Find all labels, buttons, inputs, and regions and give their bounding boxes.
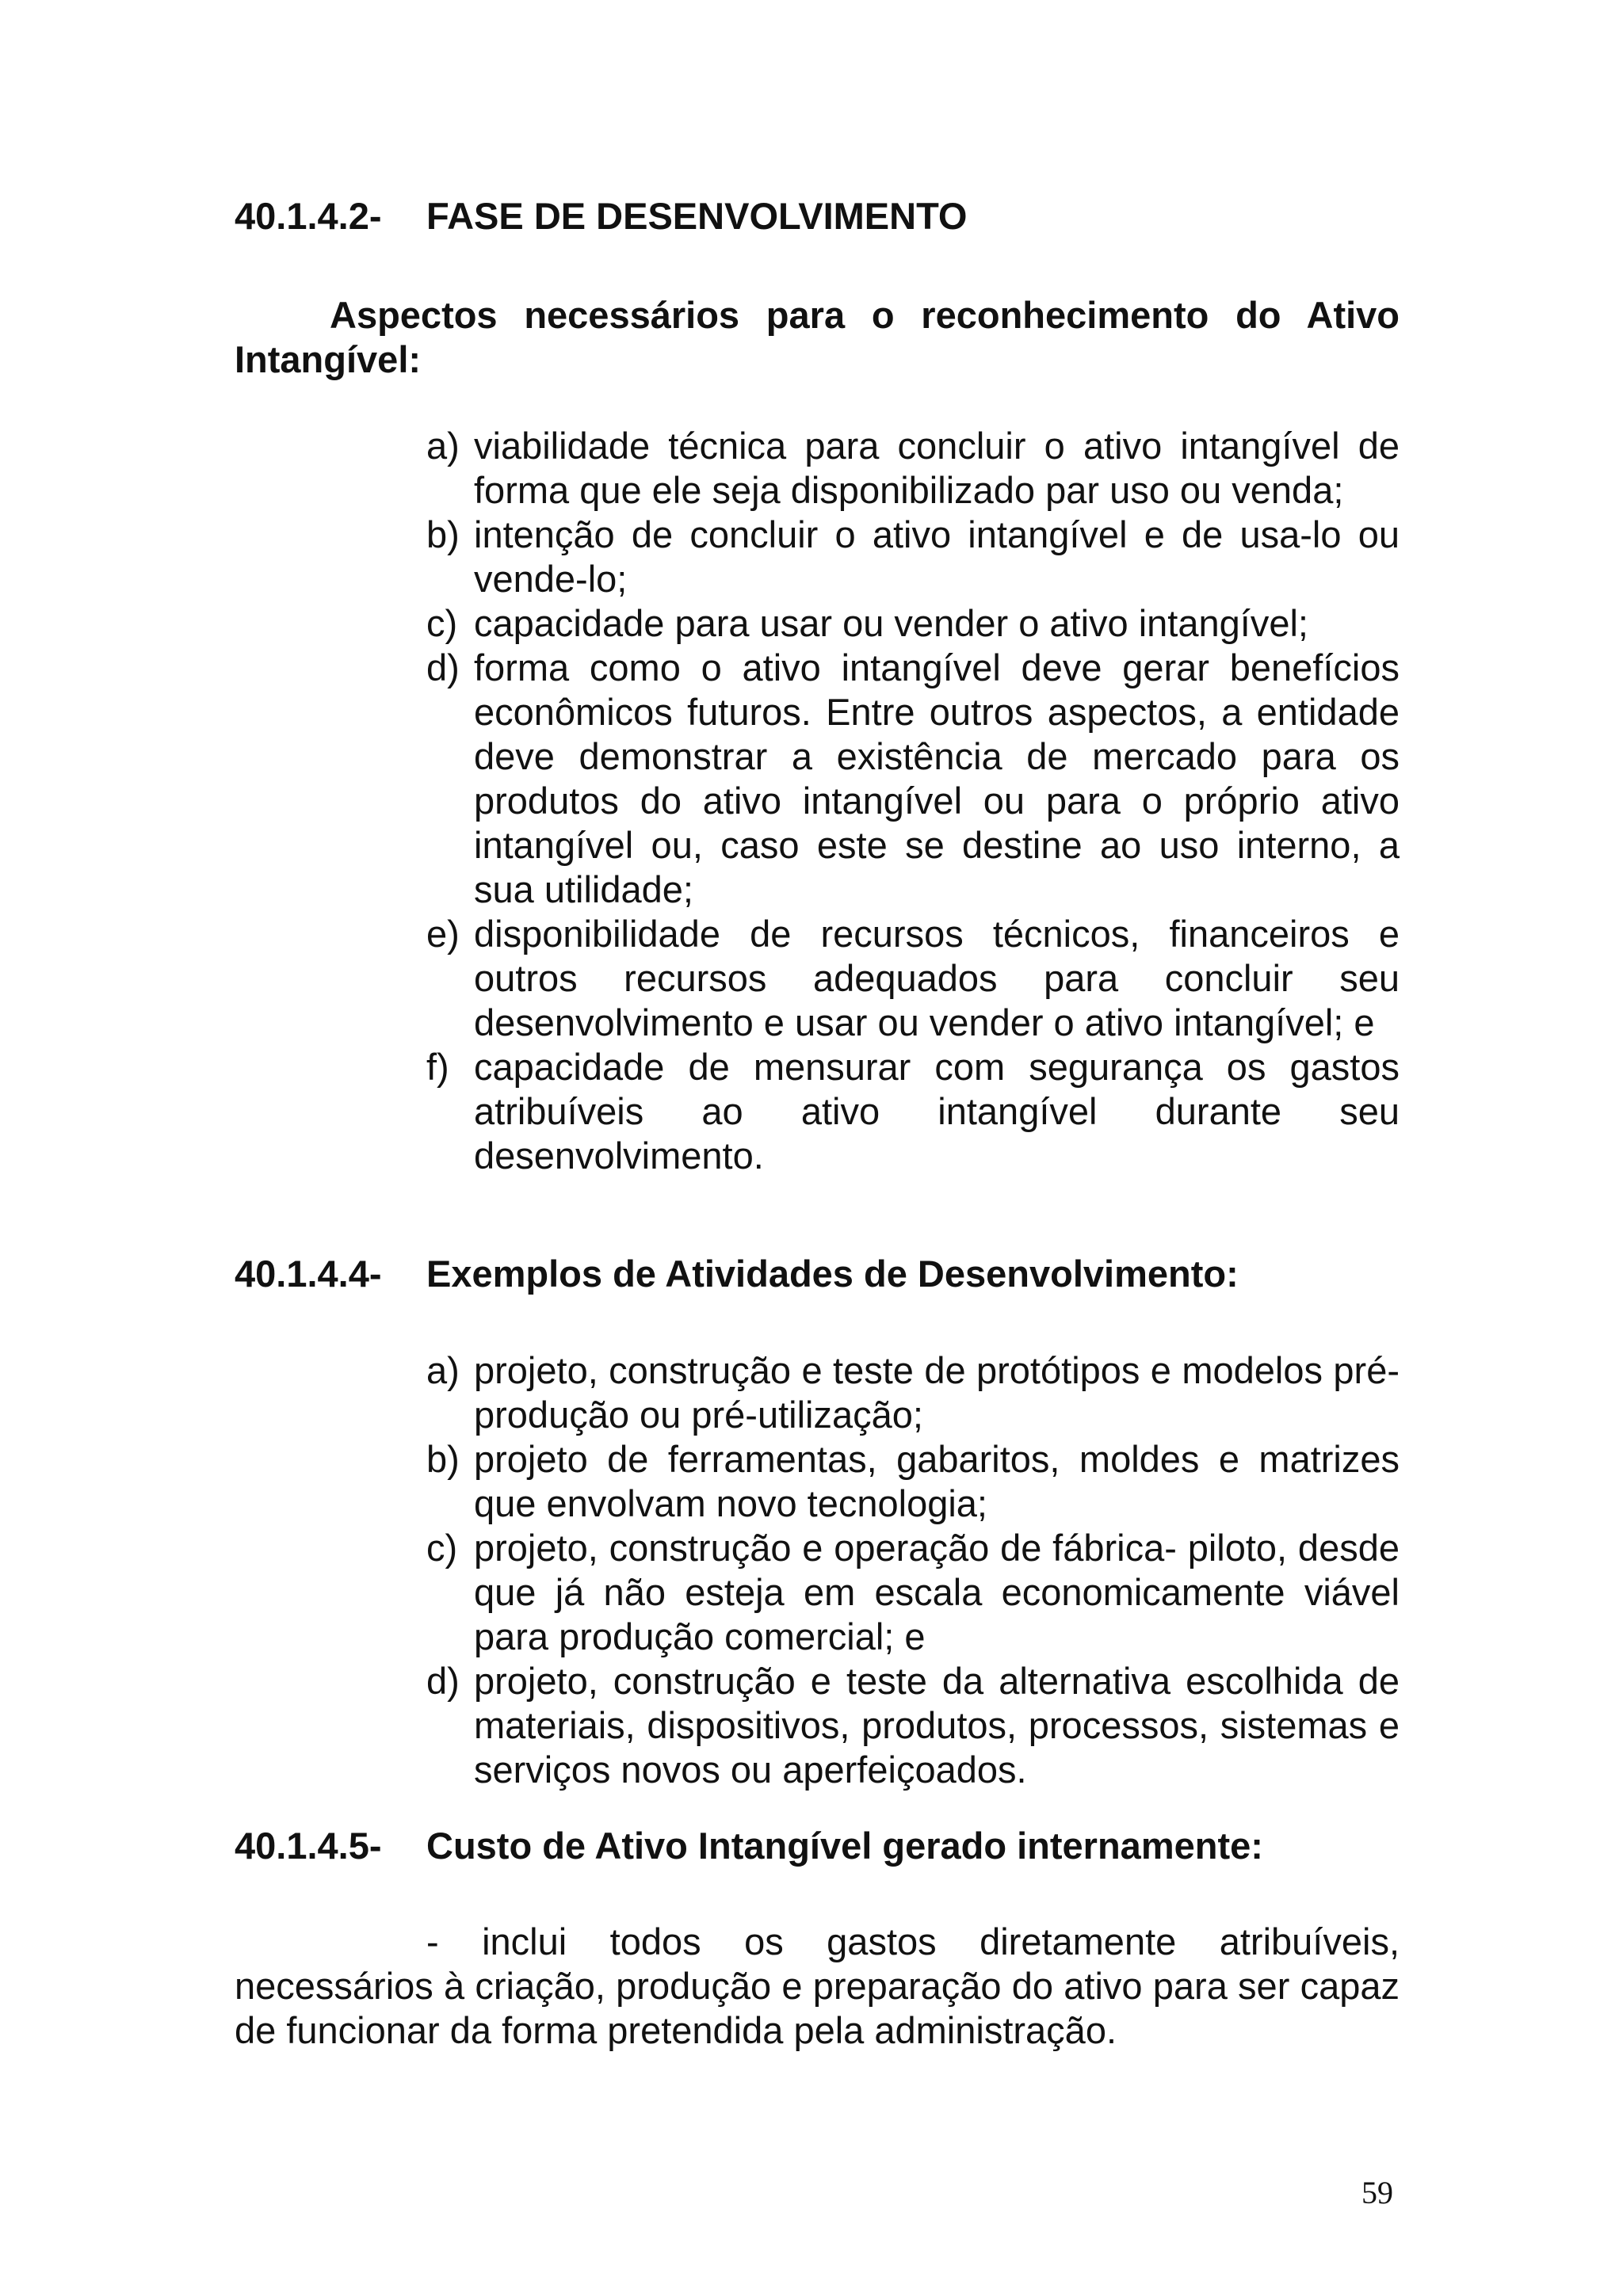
section-heading-40-1-4-2 <box>235 194 968 238</box>
list-item <box>426 1526 1400 1659</box>
list-item <box>426 424 1400 513</box>
list-marker: a) <box>426 1349 460 1391</box>
list-item-text: projeto, construção e teste de protótipos e modelos pré-produção ou pré-utilização; <box>474 1349 1400 1436</box>
section-title: Exemplos de Atividades de Desenvolvimento: <box>426 1253 1239 1295</box>
section-heading-40-1-4-4 <box>235 1252 1239 1296</box>
list-item <box>426 1659 1400 1792</box>
list-marker: a) <box>426 425 460 467</box>
list-item <box>426 1437 1400 1526</box>
list-item <box>426 646 1400 912</box>
section-number: 40.1.4.4- <box>235 1253 382 1295</box>
list-item-text: disponibilidade de recursos técnicos, financeiros e outros recursos adequados para concluir seu desenvolvimento e usar ou vender o ativo intangível; e <box>474 913 1400 1043</box>
development-examples-list <box>426 1348 1400 1792</box>
list-item-text: capacidade para usar ou vender o ativo intangível; <box>474 602 1308 644</box>
list-marker: f) <box>426 1046 449 1088</box>
page-number: 59 <box>1361 2175 1393 2210</box>
document-page <box>235 0 1400 2296</box>
list-item <box>426 1348 1400 1437</box>
list-item <box>426 1045 1400 1178</box>
section-title: Custo de Ativo Intangível gerado internamente: <box>426 1825 1263 1867</box>
section-number: 40.1.4.5- <box>235 1825 382 1867</box>
list-item <box>426 912 1400 1045</box>
list-marker: c) <box>426 1527 458 1569</box>
list-item-text: forma como o ativo intangível deve gerar benefícios econômicos futuros. Entre outros aspectos, a entidade deve demonstrar a existência de mercado para os produtos do ativo intangível ou para o próprio ativo intangível ou, caso este se destine ao uso interno, a sua utilidade; <box>474 646 1400 910</box>
list-marker: c) <box>426 602 458 644</box>
intro-paragraph: Aspectos necessários para o reconhecimento do Ativo Intangível: <box>235 294 1400 380</box>
development-aspects-list <box>426 424 1400 1178</box>
list-marker: d) <box>426 1660 460 1702</box>
list-item <box>426 513 1400 601</box>
list-marker: b) <box>426 513 460 555</box>
section-number: 40.1.4.2- <box>235 195 382 237</box>
list-item-text: capacidade de mensurar com segurança os gastos atribuíveis ao ativo intangível durante seu desenvolvimento. <box>474 1046 1400 1177</box>
list-marker: e) <box>426 913 460 955</box>
list-item-text: projeto de ferramentas, gabaritos, moldes e matrizes que envolvam novo tecnologia; <box>474 1438 1400 1524</box>
closing-paragraph: - inclui todos os gastos diretamente atribuíveis, necessários à criação, produção e preparação do ativo para ser capaz de funcionar da forma pretendida pela administração. <box>235 1920 1400 2051</box>
list-item-text: projeto, construção e operação de fábrica- piloto, desde que já não esteja em escala economicamente viável para produção comercial; e <box>474 1527 1400 1657</box>
section-title: FASE DE DESENVOLVIMENTO <box>426 195 968 237</box>
list-item-text: projeto, construção e teste da alternativa escolhida de materiais, dispositivos, produtos, processos, sistemas e serviços novos ou aperfeiçoados. <box>474 1660 1400 1791</box>
list-item-text: viabilidade técnica para concluir o ativo intangível de forma que ele seja disponibilizado par uso ou venda; <box>474 425 1400 511</box>
section-heading-40-1-4-5 <box>235 1824 1263 1868</box>
list-item <box>426 601 1400 646</box>
list-marker: d) <box>426 646 460 688</box>
list-marker: b) <box>426 1438 460 1480</box>
list-item-text: intenção de concluir o ativo intangível e de usa-lo ou vende-lo; <box>474 513 1400 600</box>
